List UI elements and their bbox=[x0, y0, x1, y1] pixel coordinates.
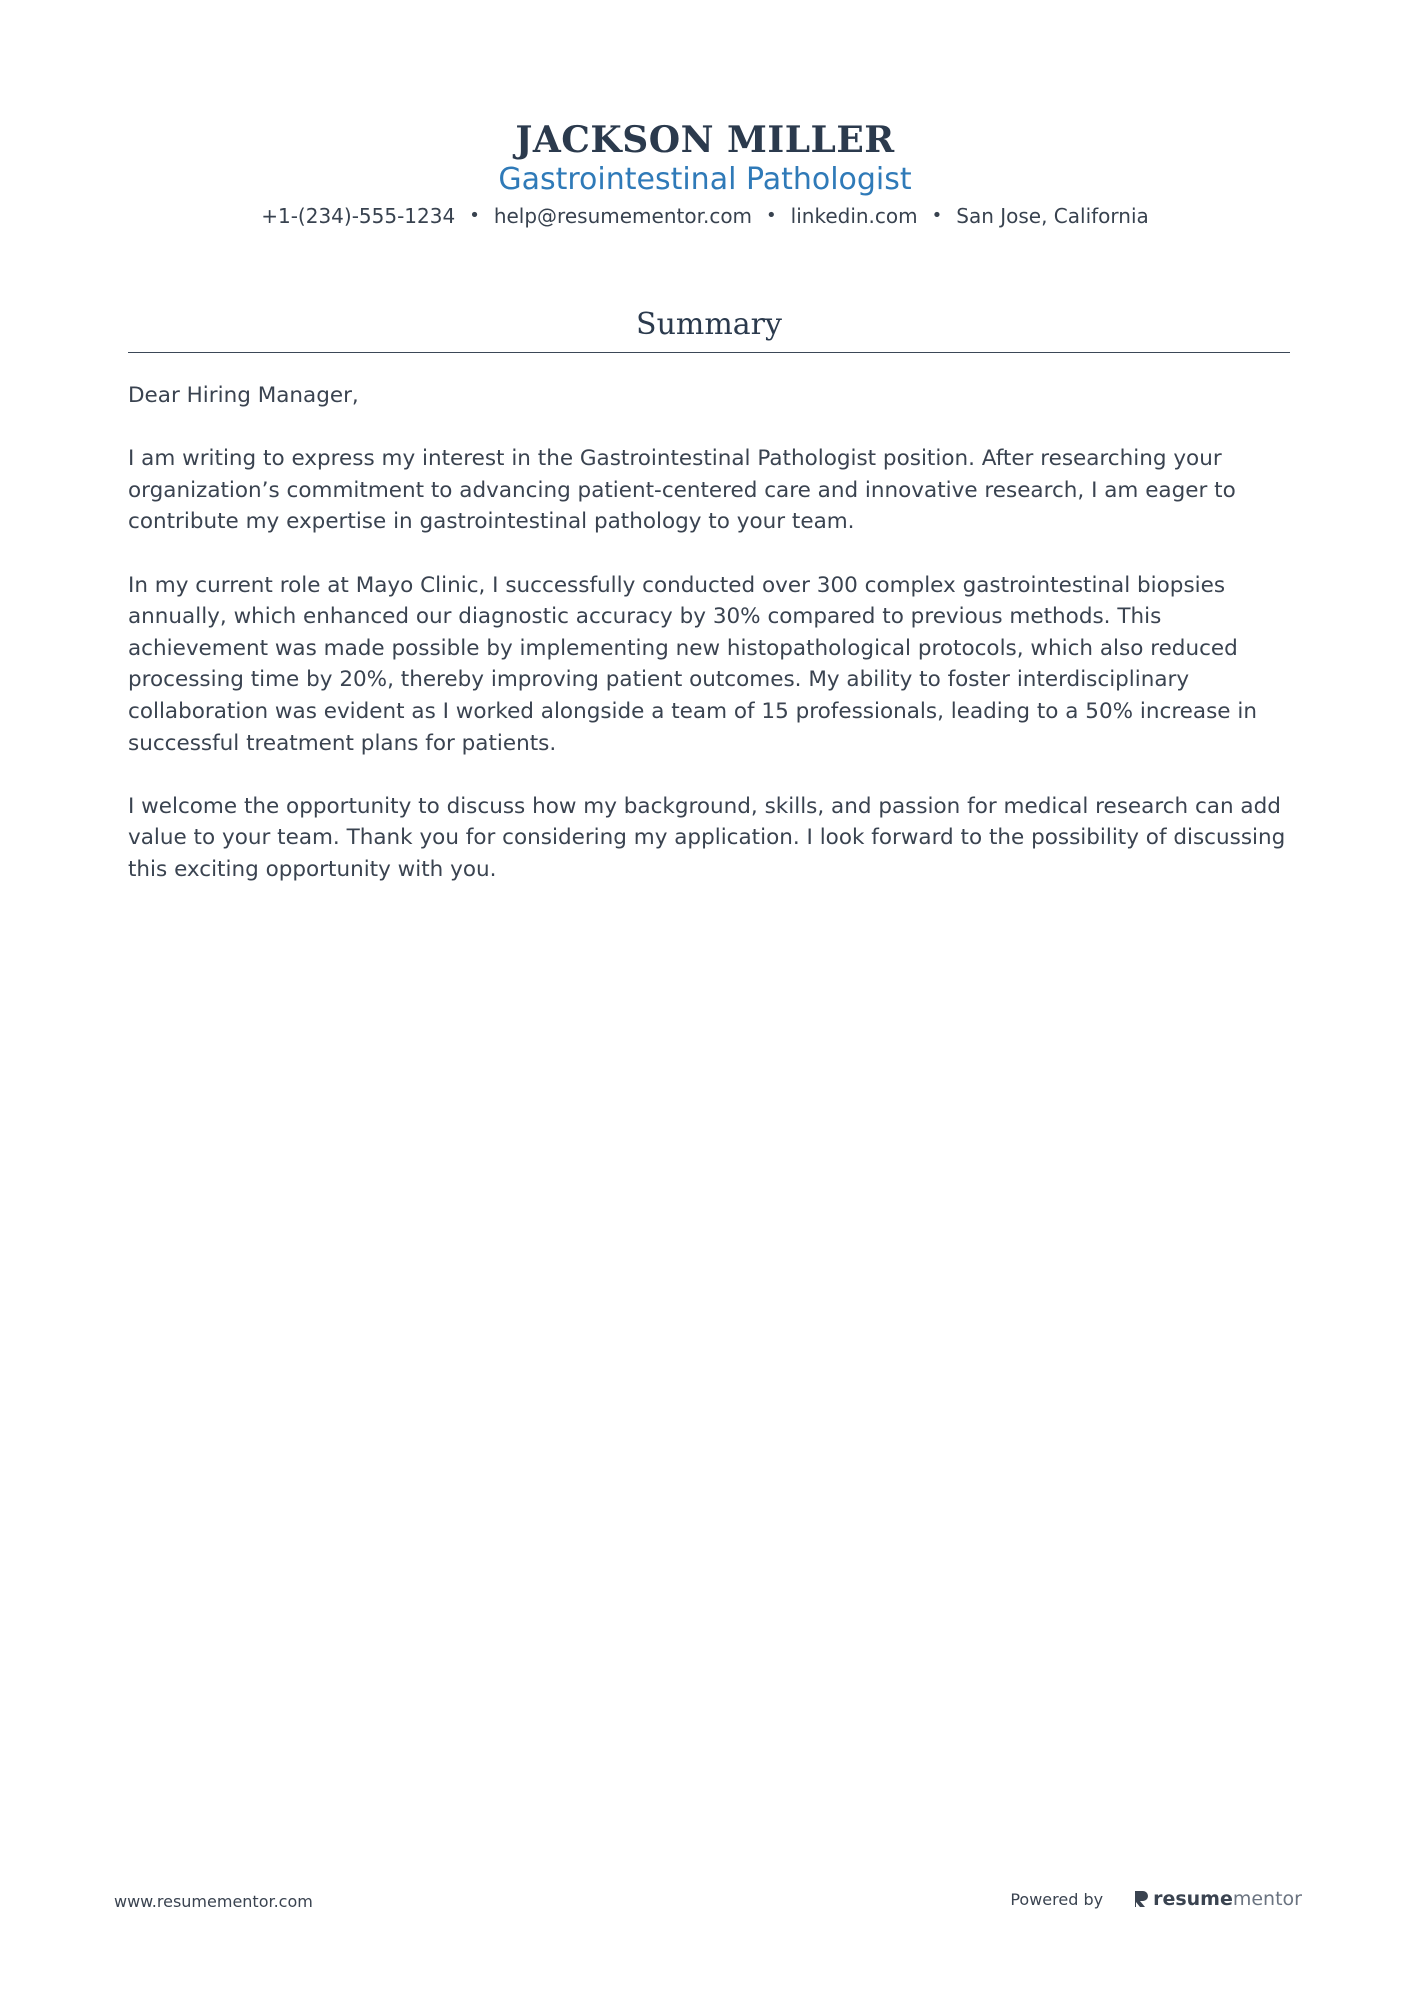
resumementor-logo[interactable] bbox=[1133, 1888, 1302, 1910]
powered-by-label: Powered by bbox=[1010, 1889, 1104, 1909]
section-divider bbox=[128, 352, 1290, 353]
header bbox=[0, 118, 1410, 230]
contact-phone: +1-(234)-555-1234 bbox=[261, 204, 456, 228]
contact-location: San Jose, California bbox=[956, 204, 1149, 228]
candidate-name: JACKSON MILLER bbox=[515, 119, 895, 161]
contact-linkedin[interactable]: linkedin.com bbox=[790, 204, 918, 228]
letter-paragraph: In my current role at Mayo Clinic, I successfully conducted over 300 complex gastrointestinal biopsies annually, which enhanced our diagnostic accuracy by 30% compared to previous methods. This achievement was made possible by implementing new histopathological protocols, which also reduced processing time by 20%, thereby improving patient outcomes. My ability to foster interdisciplinary collaboration was evident as I worked alongside a team of 15 professionals, leading to a 50% increase in successful treatment plans for patients. bbox=[128, 572, 1257, 756]
letter-paragraph: I welcome the opportunity to discuss how my background, skills, and passion for medical research can add value to your team. Thank you for considering my application. I look forward to the possibility of discussing this exciting opportunity with you. bbox=[128, 793, 1286, 882]
letter-salutation: Dear Hiring Manager, bbox=[128, 383, 359, 408]
footer-branding bbox=[1010, 1888, 1302, 1910]
section-title: Summary bbox=[636, 307, 782, 342]
letter-body bbox=[128, 380, 1293, 917]
contact-separator: • bbox=[469, 205, 480, 226]
letter-paragraph: I am writing to express my interest in the Gastrointestinal Pathologist position. After researching your organization’s commitment to advancing patient-centered care and innovative research, I am eager to contribute my expertise in gastrointestinal pathology to your team. bbox=[128, 446, 1236, 535]
logo-text-mentor: mentor bbox=[1232, 1888, 1302, 1910]
contact-line bbox=[0, 202, 1410, 230]
contact-separator: • bbox=[766, 205, 777, 226]
candidate-role: Gastrointestinal Pathologist bbox=[498, 162, 912, 197]
contact-email[interactable]: help@resumementor.com bbox=[493, 204, 753, 228]
resumementor-logo-icon bbox=[1133, 1889, 1149, 1909]
footer-website[interactable]: www.resumementor.com bbox=[114, 1892, 313, 1911]
contact-separator: • bbox=[931, 205, 943, 226]
logo-text-resume: resume bbox=[1153, 1888, 1233, 1910]
